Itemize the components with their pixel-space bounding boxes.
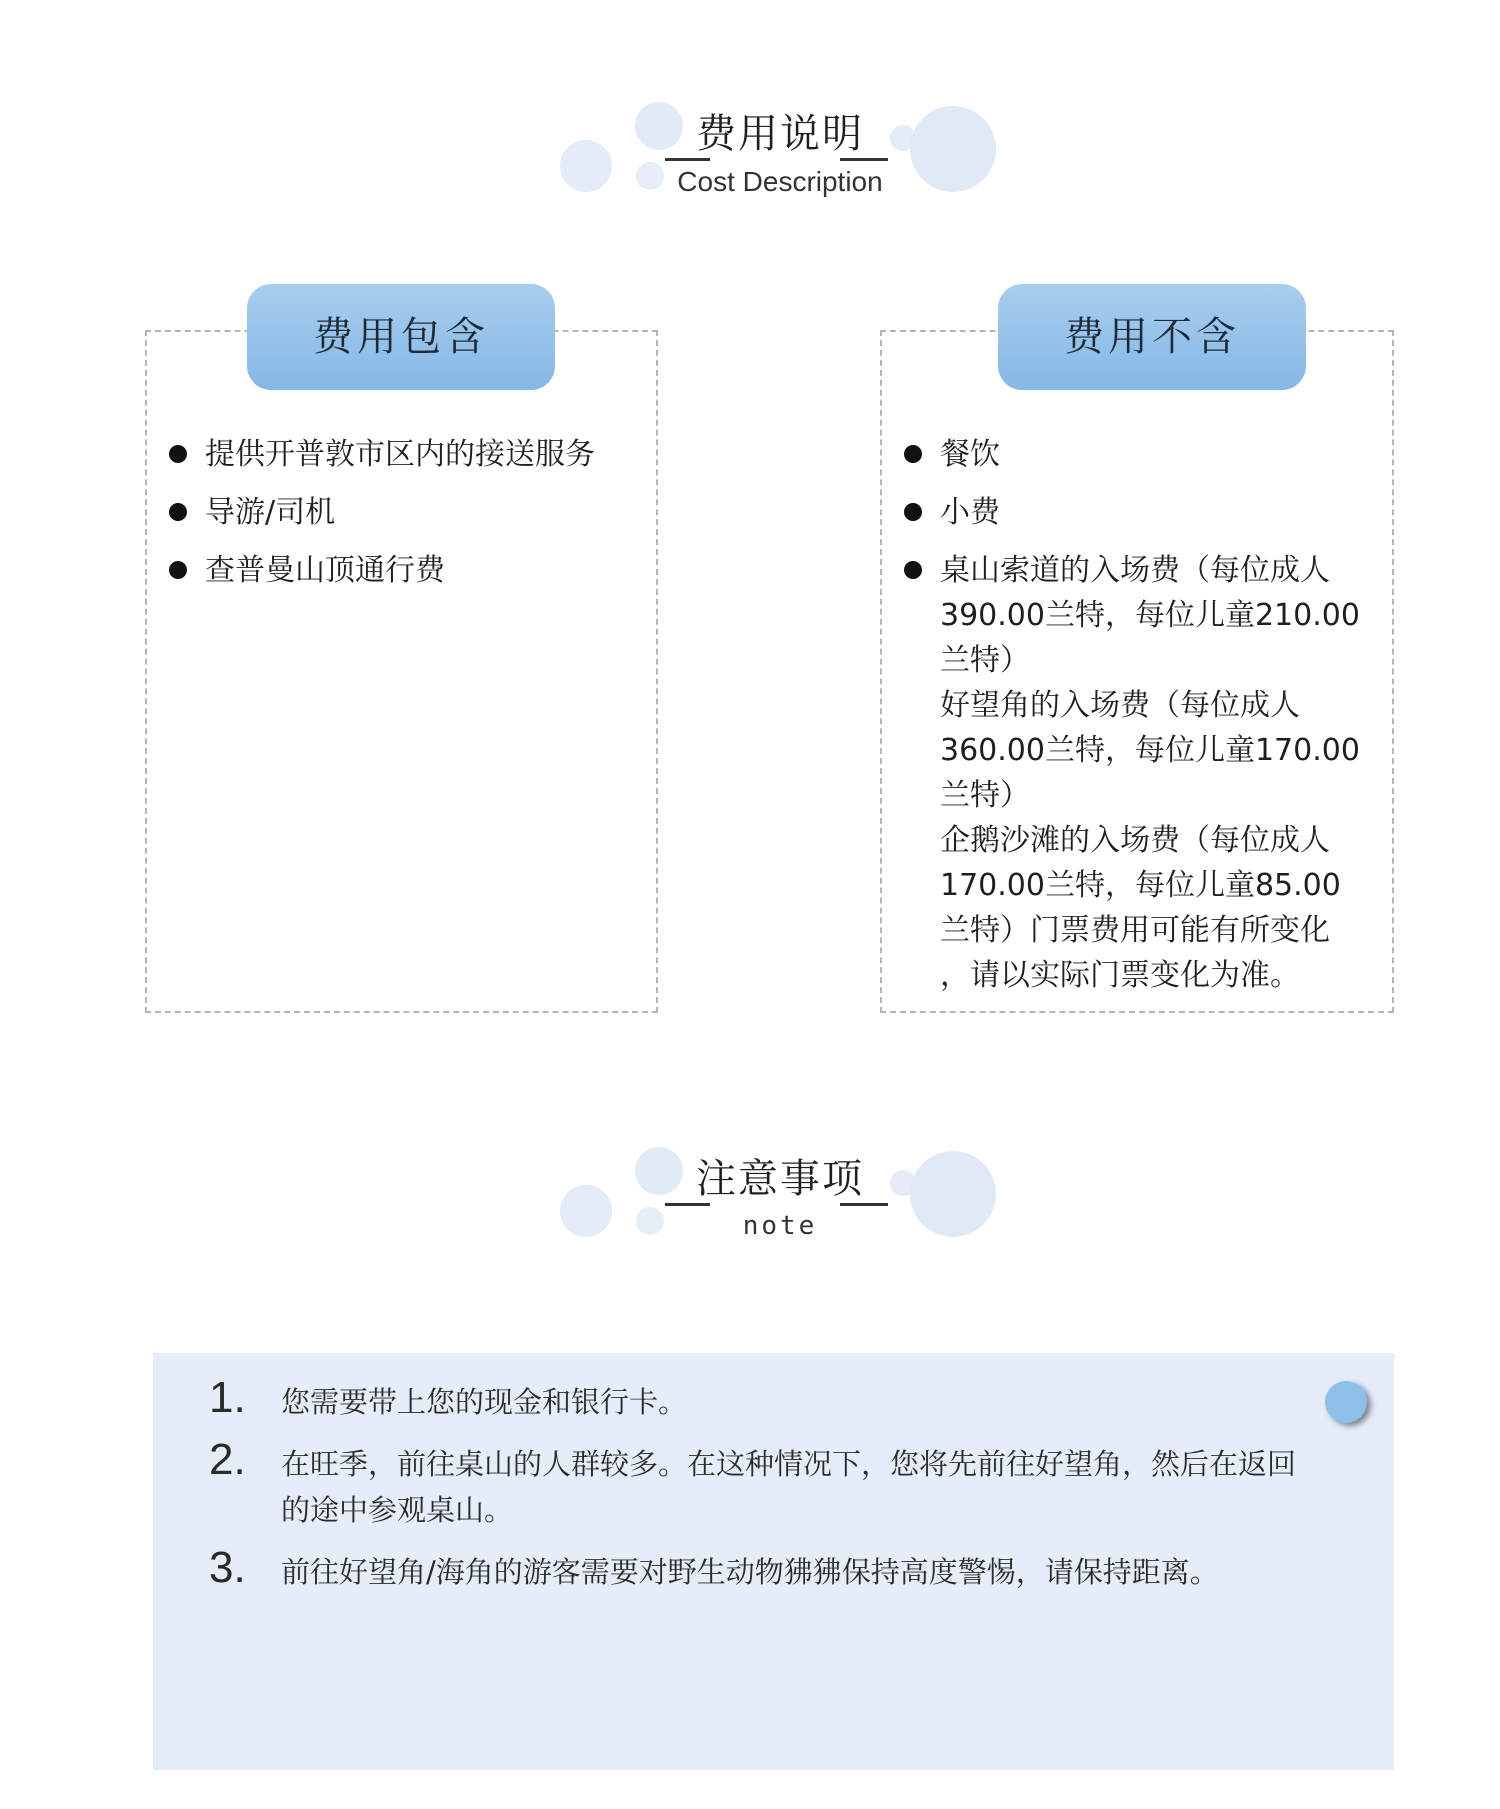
- list-item-text: 桌山索道的入场费（每位成人 390.00兰特，每位儿童210.00 兰特） 好望角的入场费（每位成人 360.00兰特，每位儿童170.00 兰特） 企鹅沙滩的入场费（每位成人 170.00兰特，每位儿童85.00 兰特）门票费用可能有所变化 ，请以实际门票变化为准。: [940, 553, 1360, 993]
- list-item: [904, 548, 1378, 998]
- cost-included-box: [145, 314, 658, 1013]
- list-item: [904, 490, 1378, 535]
- note-number: 1.: [209, 1373, 246, 1422]
- bullet-icon: [169, 561, 187, 579]
- list-item: [169, 548, 646, 593]
- notes-panel: [153, 1353, 1394, 1770]
- title-underline-right: [840, 1203, 888, 1206]
- toggle-dot-icon[interactable]: [1325, 1381, 1367, 1423]
- bullet-icon: [169, 503, 187, 521]
- cost-included-list: [169, 432, 646, 606]
- cost-section-header: [540, 80, 1020, 230]
- title-underline-left: [665, 158, 710, 161]
- cost-section-title: 费用说明: [696, 111, 864, 157]
- list-item-text: 餐饮: [940, 437, 1000, 472]
- list-item: [169, 490, 646, 535]
- bullet-icon: [904, 561, 922, 579]
- note-section-subtitle: note: [742, 1211, 818, 1241]
- cost-excluded-title: 费用不含: [998, 284, 1306, 390]
- note-item: [209, 1373, 1309, 1425]
- list-item: [169, 432, 646, 477]
- cost-included-title: 费用包含: [247, 284, 555, 390]
- cost-section-subtitle: Cost Description: [677, 166, 883, 197]
- note-text: 在旺季，前往桌山的人群较多。在这种情况下，您将先前往好望角，然后在返回的途中参观桌山。: [281, 1447, 1297, 1527]
- note-item: [209, 1435, 1309, 1533]
- note-item: [209, 1543, 1309, 1595]
- bullet-icon: [169, 445, 187, 463]
- notes-list: [209, 1373, 1309, 1611]
- list-item-text: 导游/司机: [205, 495, 336, 530]
- list-item-text: 小费: [940, 495, 1000, 530]
- list-item-text: 查普曼山顶通行费: [205, 553, 445, 588]
- list-item: [904, 432, 1378, 477]
- cost-excluded-box: [880, 314, 1394, 1013]
- note-number: 3.: [209, 1543, 246, 1592]
- note-section-title: 注意事项: [696, 1156, 864, 1202]
- title-underline-left: [665, 1203, 710, 1206]
- list-item-text: 提供开普敦市区内的接送服务: [205, 437, 595, 472]
- note-text: 您需要带上您的现金和银行卡。: [281, 1385, 688, 1419]
- bullet-icon: [904, 503, 922, 521]
- cost-excluded-list: [904, 432, 1378, 1011]
- bullet-icon: [904, 445, 922, 463]
- note-section-header: [540, 1125, 1020, 1275]
- note-number: 2.: [209, 1435, 246, 1484]
- title-underline-right: [840, 158, 888, 161]
- note-text: 前往好望角/海角的游客需要对野生动物狒狒保持高度警惕，请保持距离。: [281, 1555, 1219, 1589]
